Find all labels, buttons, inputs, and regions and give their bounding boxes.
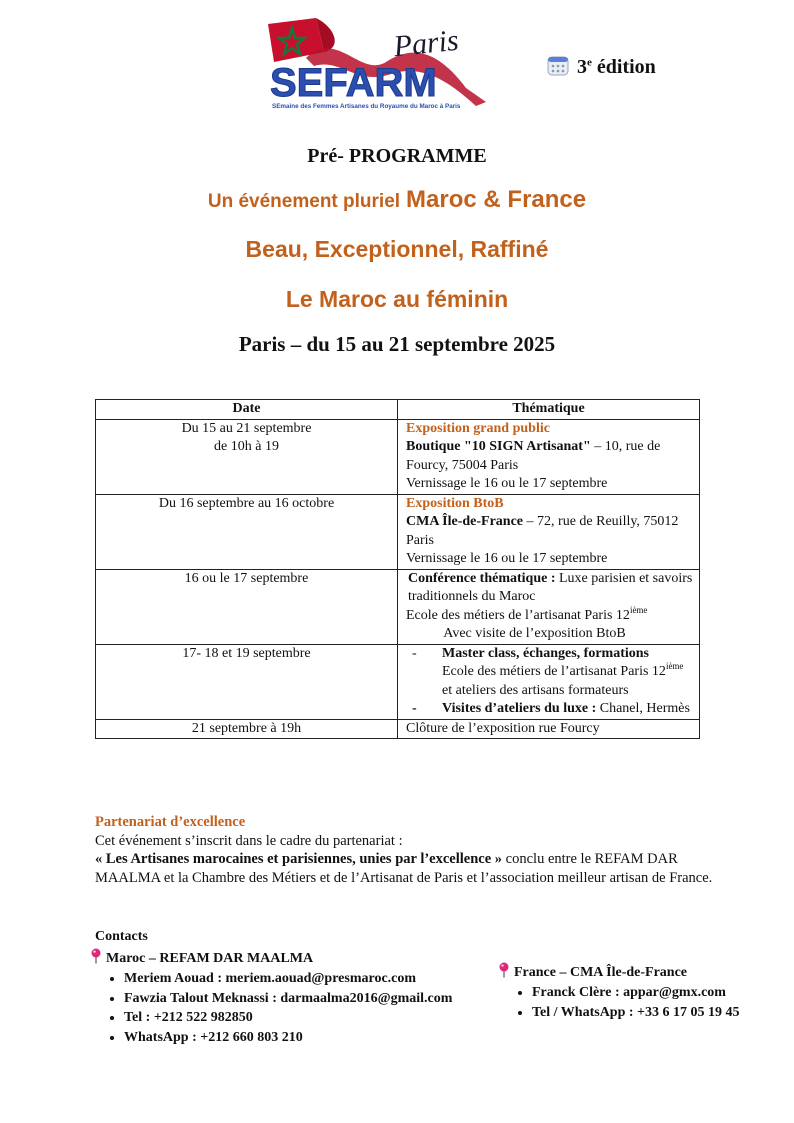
school-name: Ecole des métiers de l’artisanat Paris 12 bbox=[406, 607, 630, 623]
dash-bullet: - bbox=[412, 701, 417, 716]
table-row bbox=[96, 719, 700, 739]
edition-text: édition bbox=[596, 56, 656, 78]
row-date: 17- 18 et 19 septembre bbox=[96, 644, 398, 719]
visits-text: Chanel, Hermès bbox=[596, 701, 690, 716]
event-dates: Paris – du 15 au 21 septembre 2025 bbox=[238, 332, 556, 356]
dash-bullet: - bbox=[412, 645, 417, 661]
contact-france-heading bbox=[498, 962, 740, 981]
subtitle: Le Maroc au féminin bbox=[285, 286, 509, 312]
row-date bbox=[96, 419, 398, 494]
list-item bbox=[406, 645, 693, 701]
row-date: 16 ou le 17 septembre bbox=[96, 569, 398, 644]
masterclass-title: Master class, échanges, formations bbox=[442, 645, 649, 661]
map-pin-icon bbox=[498, 962, 510, 978]
programme-table bbox=[95, 399, 700, 739]
list-item: • Tel : +212 522 982850 bbox=[124, 1008, 452, 1028]
row-theme bbox=[398, 494, 700, 569]
header-date: Date bbox=[96, 400, 398, 420]
france-contact-list bbox=[498, 983, 740, 1022]
conference-topic: Luxe parisien et savoirs traditionnels du Maroc bbox=[408, 570, 693, 604]
row-theme bbox=[398, 569, 700, 644]
contact-france bbox=[498, 962, 740, 1022]
partnership-body bbox=[95, 850, 715, 887]
theme-title: Exposition grand public bbox=[406, 420, 550, 436]
row-date: Du 16 septembre au 16 octobre bbox=[96, 494, 398, 569]
header-theme: Thématique bbox=[398, 400, 700, 420]
masterclass-school bbox=[442, 663, 683, 682]
event-line bbox=[0, 186, 794, 214]
row-date: 21 septembre à 19h bbox=[96, 719, 398, 739]
list-item: • Meriem Aouad : meriem.aouad@presmaroc.com bbox=[124, 969, 452, 989]
venue-address: – 10, rue de Fourcy, 75004 Paris bbox=[406, 439, 661, 473]
theme-title: Exposition BtoB bbox=[406, 495, 504, 511]
edition-label bbox=[547, 54, 656, 79]
tagline: Beau, Exceptionnel, Raffiné bbox=[245, 236, 549, 262]
visits-title: Visites d’ateliers du luxe : bbox=[442, 701, 597, 716]
partnership-rest: conclu entre le REFAM DAR MAALMA et la Chambre des Métiers et de l’Artisanat de Paris et l’association meilleur artisan de France. bbox=[95, 851, 713, 886]
logo-tagline: SEmaine des Femmes Artisanes du Royaume du Maroc à Paris bbox=[272, 103, 461, 110]
partnership-heading: Partenariat d’excellence bbox=[95, 814, 246, 830]
list-item bbox=[406, 700, 693, 719]
sefarm-logo bbox=[266, 18, 492, 114]
table-row bbox=[96, 494, 700, 569]
venue-line bbox=[406, 513, 693, 550]
masterclass-extra: et ateliers des artisans formateurs bbox=[442, 682, 629, 698]
event-line-text: Un événement pluriel bbox=[207, 191, 401, 212]
partnership-intro: Cet événement s’inscrit dans le cadre du partenariat : bbox=[95, 832, 403, 849]
list-item: • Fawzia Talout Meknassi : darmaalma2016@gmail.com bbox=[124, 989, 452, 1009]
conference-line bbox=[406, 570, 693, 607]
event-highlight: Maroc & France bbox=[406, 186, 587, 213]
venue-name: Boutique "10 SIGN Artisanat" bbox=[406, 439, 591, 454]
venue-name: CMA Île-de-France bbox=[406, 514, 524, 529]
table-row bbox=[96, 569, 700, 644]
map-pin-icon bbox=[90, 948, 102, 964]
school-line bbox=[406, 604, 693, 626]
list-item: • WhatsApp : +212 660 803 210 bbox=[124, 1028, 452, 1048]
vernissage-line: Vernissage le 16 ou le 17 septembre bbox=[406, 476, 608, 491]
school-sup: ième bbox=[629, 604, 648, 615]
calendar-icon bbox=[547, 54, 569, 76]
contact-maroc-heading bbox=[90, 948, 452, 967]
table-row bbox=[96, 419, 700, 494]
row-theme bbox=[398, 644, 700, 719]
school-sup: ième bbox=[665, 661, 684, 671]
france-heading-text: France – CMA Île-de-France bbox=[514, 965, 687, 980]
visit-line: Avec visite de l’exposition BtoB bbox=[443, 626, 626, 641]
venue-line bbox=[406, 438, 693, 475]
row-theme: Clôture de l’exposition rue Fourcy bbox=[398, 719, 700, 739]
row-theme bbox=[398, 419, 700, 494]
pre-programme-title: Pré- PROGRAMME bbox=[307, 145, 487, 167]
logo-brand-text: SEFARM bbox=[270, 61, 437, 105]
date-line: Du 15 au 21 septembre bbox=[181, 420, 312, 436]
school-name: Ecole des métiers de l’artisanat Paris 12 bbox=[442, 664, 666, 679]
time-line: de 10h à 19 bbox=[214, 439, 279, 454]
edition-number: 3 bbox=[577, 56, 587, 78]
maroc-heading-text: Maroc – REFAM DAR MAALMA bbox=[106, 951, 314, 966]
partnership-section bbox=[95, 813, 715, 887]
edition-suffix: e bbox=[587, 56, 592, 69]
contacts-title: Contacts bbox=[95, 929, 148, 944]
table-header-row bbox=[96, 400, 700, 420]
vernissage-line: Vernissage le 16 ou le 17 septembre bbox=[406, 551, 608, 566]
logo-script-text: Paris bbox=[392, 23, 461, 64]
maroc-contact-list bbox=[90, 969, 452, 1047]
list-item: • Tel / WhatsApp : +33 6 17 05 19 45 bbox=[532, 1003, 740, 1023]
conference-label: Conférence thématique : bbox=[408, 570, 556, 586]
table-row bbox=[96, 644, 700, 719]
venue-address: – 72, rue de Reuilly, 75012 Paris bbox=[406, 514, 679, 548]
list-item: • Franck Clère : appar@gmx.com bbox=[532, 983, 740, 1003]
partnership-name: « Les Artisanes marocaines et parisiennes, unies par l’excellence » bbox=[95, 851, 503, 867]
contact-maroc bbox=[90, 948, 452, 1047]
